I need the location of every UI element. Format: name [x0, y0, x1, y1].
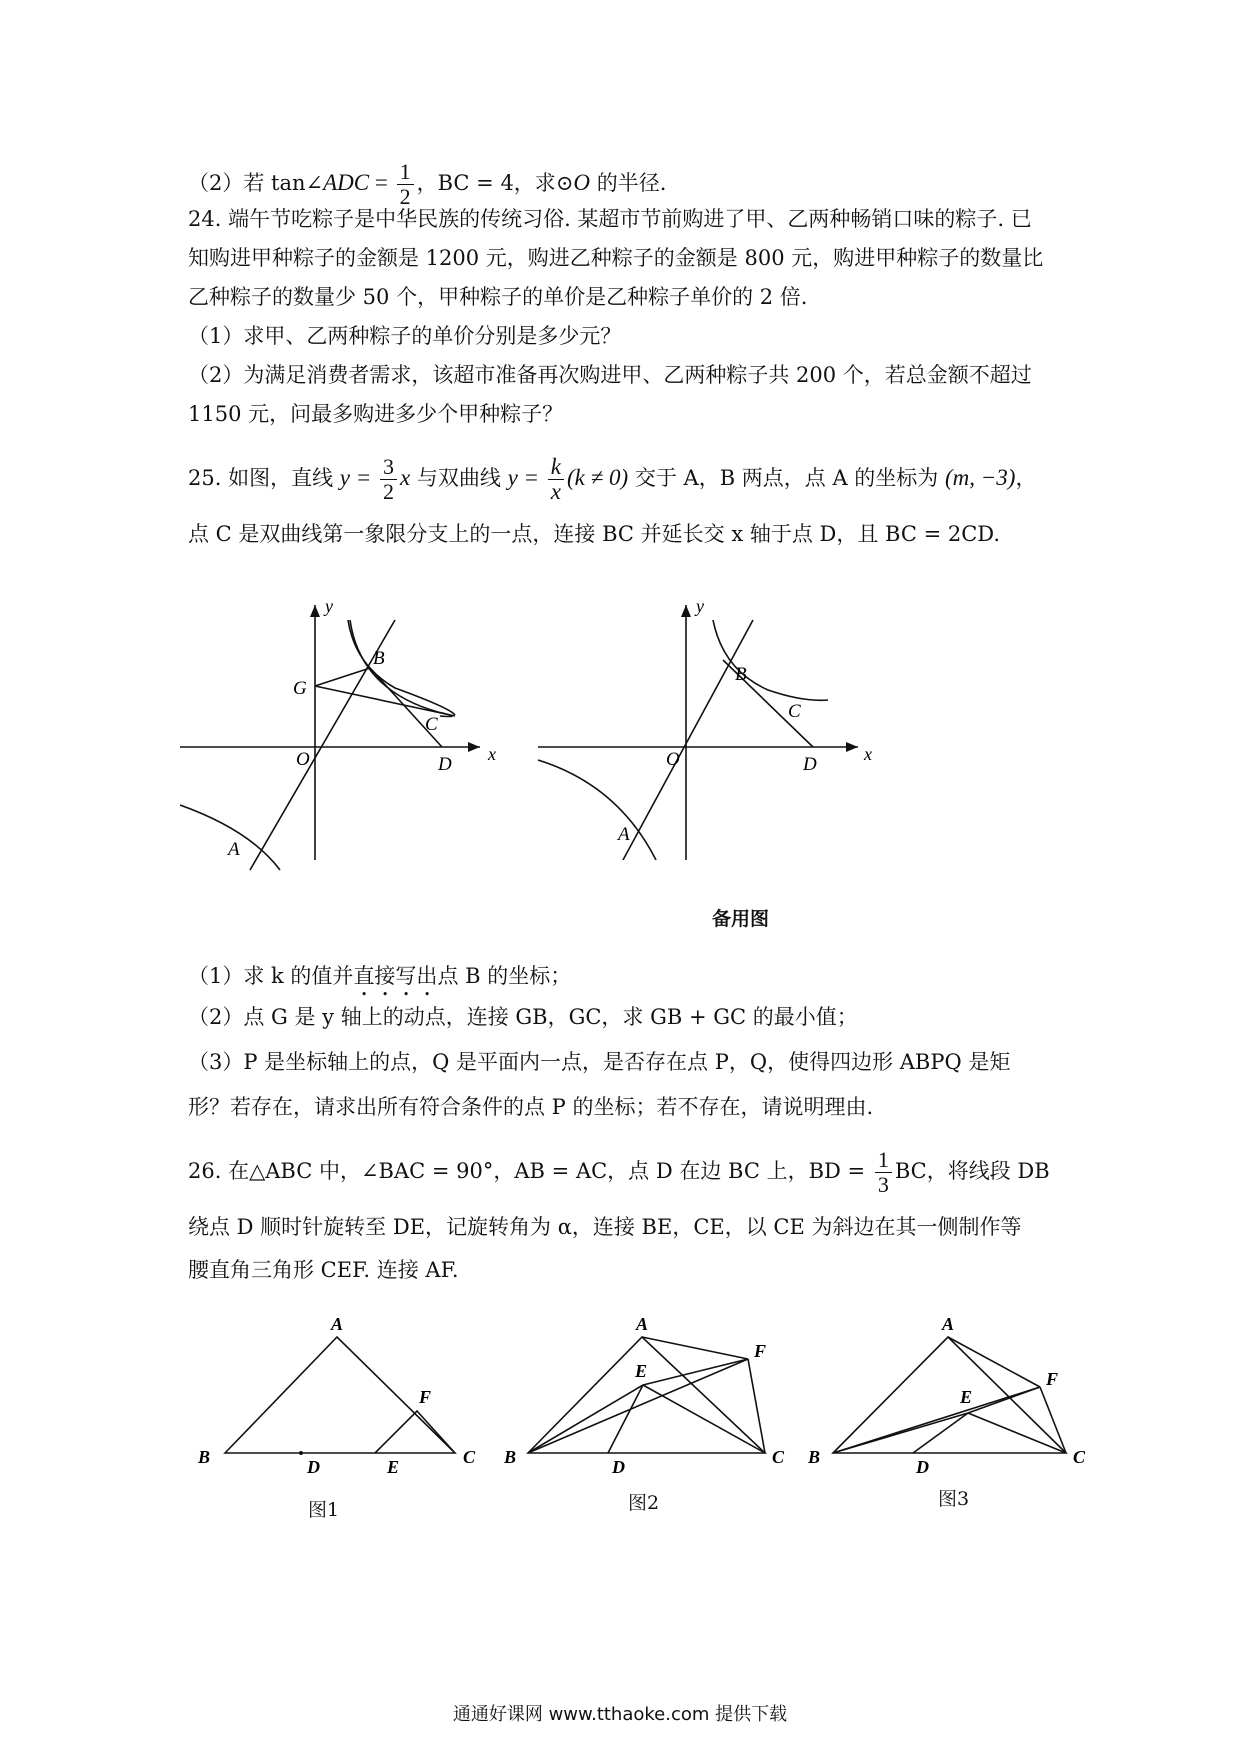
segment-b-f [833, 1387, 1040, 1453]
q23-frac-num: 1 [397, 160, 414, 185]
q25-part1 [188, 962, 571, 1001]
q25-eq1-lhs: y = [339, 465, 377, 490]
label-c: C [463, 1447, 476, 1467]
triangle-abc [833, 1337, 1066, 1453]
q26-frac-num: 1 [875, 1148, 892, 1173]
label-a: A [228, 839, 240, 860]
label-b: B [808, 1447, 821, 1467]
triangle-symbol: △ [249, 1159, 266, 1183]
q23-eq: = [369, 170, 394, 195]
q25-frac2-num: k [548, 455, 564, 480]
q26-line3: 腰直角三角形 CEF. 连接 AF. [188, 1258, 459, 1282]
label-e: E [960, 1387, 973, 1407]
q23-angle: ADC [323, 170, 370, 195]
label-o: O [666, 749, 680, 770]
label-a: A [636, 1315, 649, 1334]
q23-circle-symbol: ⊙ [555, 171, 574, 195]
q25-frac2 [548, 455, 564, 504]
label-d: D [307, 1457, 320, 1475]
x-arrow-icon [846, 742, 858, 752]
q25-frac1 [380, 455, 397, 504]
spare-figure-caption: 备用图 [712, 908, 770, 930]
q25-eq2-cond: (k ≠ 0) [567, 465, 629, 490]
hyperbola-q3 [180, 805, 280, 870]
q25-frac2-den: x [550, 479, 562, 504]
q25-part3-line2: 形？若存在，请求出所有符合条件的点 P 的坐标；若不存在，请说明理由. [188, 1095, 874, 1119]
q25-intro-b: 与双曲线 [410, 466, 508, 490]
q25-intro-a: 25. 如图，直线 [188, 466, 340, 490]
q26-figure-2 [500, 1315, 800, 1475]
label-y: y [696, 596, 704, 616]
segment-fc [1040, 1387, 1066, 1453]
q25-part1-a: （1）求 k 的值并 [188, 964, 354, 988]
q25-intro-d: ， [1015, 466, 1037, 490]
label-a: A [618, 824, 630, 845]
q25-eq2-lhs: y = [507, 465, 545, 490]
q25-coord-a: (m, −3) [945, 465, 1016, 490]
q25-part3-line1: （3）P 是坐标轴上的点，Q 是平面内一点，是否存在点 P，Q，使得四边形 ABPQ 是矩 [188, 1050, 1011, 1074]
q25-intro [188, 455, 1036, 504]
q25-figure-spare [538, 590, 878, 860]
q25-eq1-x: x [399, 465, 411, 490]
q26-frac-den: 3 [877, 1172, 889, 1197]
point-d [299, 1451, 303, 1455]
q26-line2: 绕点 D 顺时针旋转至 DE，记旋转角为 α，连接 BE，CE，以 CE 为斜边在其一侧制作等 [188, 1215, 1022, 1239]
q23-part2 [188, 160, 666, 209]
q26-fraction [875, 1148, 892, 1197]
hyperbola-q1 [713, 620, 828, 700]
q25-part1-b: 点 B 的坐标； [437, 964, 572, 988]
line-ab [623, 620, 753, 860]
label-x: x [864, 744, 872, 764]
q26-line1-c: BC，将线段 DB [894, 1159, 1050, 1183]
segment-af [948, 1337, 1040, 1387]
label-e: E [635, 1361, 648, 1381]
label-c: C [772, 1447, 785, 1467]
q26-figure-3 [808, 1315, 1108, 1475]
q23-bc: ，BC = 4，求 [416, 171, 556, 195]
q26-line1 [188, 1148, 1050, 1197]
label-d: D [612, 1457, 625, 1475]
q24-line2: 知购进甲种粽子的金额是 1200 元，购进乙种粽子的金额是 800 元，购进甲种粽子的数量比 [188, 246, 1044, 270]
segment-bd [370, 668, 442, 747]
label-e: E [387, 1457, 400, 1475]
label-b: B [373, 648, 385, 669]
label-a: A [331, 1315, 344, 1334]
label-a: A [942, 1315, 955, 1334]
q24-part2-line2: 1150 元，问最多购进多少个甲种粽子？ [188, 402, 564, 426]
label-b: B [504, 1447, 517, 1467]
label-d: D [803, 754, 817, 775]
q25-intro-c: 交于 A，B 两点，点 A 的坐标为 [628, 466, 945, 490]
q25-frac1-num: 3 [380, 455, 397, 480]
q24-part2-line1: （2）为满足消费者需求，该超市准备再次购进甲、乙两种粽子共 200 个，若总金额不超过 [188, 363, 1032, 387]
label-f: F [1046, 1369, 1059, 1389]
q23-text: （2）若 tan∠ [188, 171, 324, 195]
label-g: G [293, 678, 307, 699]
q23-frac-den: 2 [399, 184, 411, 209]
label-f: F [754, 1341, 767, 1361]
label-o: O [296, 749, 310, 770]
q23-suffix: 的半径. [590, 171, 667, 195]
q25-part2: （2）点 G 是 y 轴上的动点，连接 GB，GC，求 GB + GC 的最小值； [188, 1005, 858, 1029]
q23-o: O [573, 170, 591, 195]
label-b: B [735, 664, 747, 685]
label-d: D [438, 754, 452, 775]
fig1-caption: 图1 [308, 1499, 340, 1521]
label-b: B [198, 1447, 211, 1467]
label-d: D [916, 1457, 929, 1475]
triangle-cef [375, 1411, 455, 1453]
label-y: y [325, 596, 333, 616]
q23-fraction [397, 160, 414, 209]
label-c: C [788, 701, 801, 722]
page-footer: 通通好课网 www.tthaoke.com 提供下载 [452, 1704, 788, 1725]
q25-part1-emphasis: 直接写出 [353, 964, 438, 988]
fig3-caption: 图3 [938, 1488, 970, 1510]
y-arrow-icon [310, 605, 320, 617]
q25-frac1-den: 2 [382, 479, 394, 504]
q24-part1: （1）求甲、乙两种粽子的单价分别是多少元？ [188, 324, 622, 348]
label-c: C [1073, 1447, 1086, 1467]
label-x: x [488, 744, 496, 764]
segment-af [642, 1337, 748, 1359]
hyperbola-q3 [538, 760, 656, 860]
y-arrow-icon [681, 605, 691, 617]
q26-line1-b: ABC 中，∠BAC = 90°，AB = AC，点 D 在边 BC 上，BD = [265, 1159, 872, 1183]
q25-figure-main [180, 590, 500, 880]
fig2-caption: 图2 [628, 1492, 660, 1514]
q26-figure-1 [195, 1315, 485, 1475]
q24-line1: 24. 端午节吃粽子是中华民族的传统习俗. 某超市节前购进了甲、乙两种畅销口味的粽子. 已 [188, 207, 1032, 231]
segment-gc [315, 686, 455, 716]
hyperbola-q1-b [348, 620, 455, 715]
label-c: C [425, 714, 438, 735]
label-f: F [419, 1387, 432, 1407]
segment-ce [968, 1413, 1066, 1453]
q26-line1-a: 26. 在 [188, 1159, 250, 1183]
x-arrow-icon [468, 742, 480, 752]
q24-line3: 乙种粽子的数量少 50 个，甲种粽子的单价是乙种粽子单价的 2 倍. [188, 285, 808, 309]
q25-line2: 点 C 是双曲线第一象限分支上的一点，连接 BC 并延长交 x 轴于点 D，且 BC = 2CD. [188, 522, 1001, 546]
